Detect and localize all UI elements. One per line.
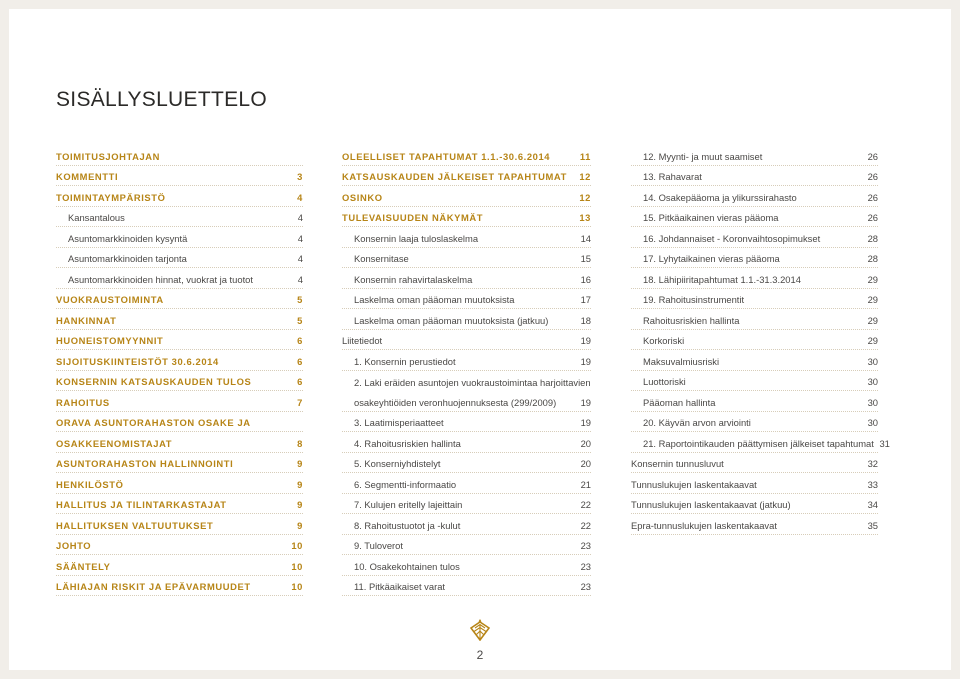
toc-entry[interactable] [56,412,303,433]
toc-entry[interactable] [631,268,878,289]
toc-entry-label: Asuntomarkkinoiden tarjonta [68,253,187,264]
toc-entry-label: 17. Lyhytaikainen vieras pääoma [643,253,780,264]
toc-entry[interactable] [56,391,303,412]
toc-entry[interactable] [631,309,878,330]
toc-entry-page: 19 [580,396,591,408]
toc-entry[interactable] [631,391,878,412]
toc-entry-page: 21 [580,478,591,490]
toc-entry-label: KONSERNIN KATSAUSKAUDEN TULOS [56,376,252,387]
toc-entry-page: 17 [580,294,591,305]
toc-entry-label: 10. Osakekohtainen tulos [354,560,460,572]
toc-entry[interactable] [56,145,303,166]
toc-entry-page: 4 [297,232,303,244]
toc-entry[interactable] [56,350,303,371]
toc-entry[interactable] [56,289,303,310]
pinecone-logo-icon [470,619,490,641]
toc-entry-label: TOIMITUSJOHTAJAN [56,150,161,162]
toc-entry[interactable] [631,453,878,474]
toc-entry[interactable] [342,514,591,535]
toc-entry[interactable] [56,371,303,392]
toc-entry-label: Korkoriski [643,335,685,346]
toc-entry-page: 5 [297,294,303,305]
toc-entry[interactable] [342,576,591,597]
toc-entry-page: 18 [580,314,591,326]
toc-entry-label: RAHOITUS [56,396,110,408]
toc-entry-page: 16 [580,273,591,285]
toc-entry-label: 2. Laki eräiden asuntojen vuokraustoimintaa harjoittavien [354,377,591,388]
toc-entry[interactable] [631,432,890,453]
toc-entry-page: 22 [580,519,591,531]
toc-entry-page: 28 [867,232,878,244]
toc-entry-page: 23 [580,581,591,592]
toc-entry-page: 5 [297,314,303,326]
toc-entry-page: 7 [297,396,303,408]
toc-entry-label: Asuntomarkkinoiden kysyntä [68,232,188,244]
toc-entry[interactable] [631,330,878,351]
toc-entry-page: 12 [579,191,591,203]
toc-entry-page: 8 [297,437,303,449]
toc-entry-label: 3. Laatimisperiaatteet [354,417,444,428]
toc-entry[interactable] [56,186,303,207]
toc-entry-label: Tunnuslukujen laskentakaavat [631,478,757,490]
toc-entry-page [287,162,303,165]
toc-entry-page: 23 [580,560,591,572]
toc-entry[interactable] [631,371,878,392]
toc-entry-page: 9 [297,478,303,490]
toc-entry-page: 12 [579,171,591,182]
toc-entry[interactable] [56,514,303,535]
page-number: 2 [476,648,484,662]
toc-entry-label: 14. Osakepääoma ja ylikurssirahasto [643,191,797,203]
toc-entry-label: 12. Myynti- ja muut saamiset [643,150,763,162]
toc-entry-page: 6 [297,335,303,346]
toc-entry-label: OLEELLISET TAPAHTUMAT 1.1.-30.6.2014 [342,150,551,162]
toc-entry-label: Liitetiedot [342,335,383,346]
toc-entry-label: 9. Tuloverot [354,540,403,551]
toc-entry-page: 4 [297,253,303,264]
toc-entry-label: TULEVAISUUDEN NÄKYMÄT [342,212,484,223]
toc-entry-label: ORAVA ASUNTORAHASTON OSAKE JA [56,417,251,428]
toc-entry-label: HUONEISTOMYYNNIT [56,335,164,346]
toc-entry[interactable] [342,227,591,248]
toc-entry[interactable] [56,535,303,556]
toc-entry-page [591,388,607,391]
toc-entry-label: 20. Käyvän arvon arviointi [643,417,751,428]
toc-entry-page: 26 [867,191,878,203]
toc-column-1 [56,145,303,596]
toc-entry-page: 19 [580,417,591,428]
toc-entry[interactable] [56,473,303,494]
toc-entry-label: Luottoriski [643,376,686,387]
toc-entry[interactable] [631,494,878,515]
toc-entry[interactable] [56,207,303,228]
toc-entry[interactable] [56,227,303,248]
toc-entry[interactable] [631,227,878,248]
toc-entry-label: Tunnuslukujen laskentakaavat (jatkuu) [631,499,791,510]
toc-entry[interactable] [342,432,591,453]
toc-entry-label: ASUNTORAHASTON HALLINNOINTI [56,458,234,469]
toc-entry[interactable] [342,453,591,474]
toc-entry-label: Laskelma oman pääoman muutoksista (jatkuu) [354,314,549,326]
toc-entry-page: 26 [867,212,878,223]
toc-entry-label: KOMMENTTI [56,171,119,182]
toc-entry-page: 19 [580,355,591,367]
toc-entry-page: 10 [291,581,303,592]
toc-entry[interactable] [342,289,591,310]
toc-entry-page: 32 [867,458,878,469]
page-title: SISÄLLYSLUETTELO [56,88,267,111]
toc-entry-page: 20 [580,458,591,469]
toc-entry[interactable] [631,207,878,228]
toc-entry-label: 6. Segmentti-informaatio [354,478,457,490]
toc-entry-page: 9 [297,519,303,531]
toc-entry[interactable] [342,555,591,576]
toc-entry-page [287,428,303,431]
toc-entry-page: 19 [580,335,591,346]
toc-entry[interactable] [56,248,303,269]
toc-entry-page: 10 [291,540,303,551]
toc-entry-label: SÄÄNTELY [56,560,111,572]
toc-entry-label: SIJOITUSKIINTEISTÖT 30.6.2014 [56,355,219,367]
toc-entry-label: 15. Pitkäaikainen vieras pääoma [643,212,779,223]
toc-entry[interactable] [342,186,591,207]
toc-entry[interactable] [631,350,878,371]
toc-entry-label: LÄHIAJAN RISKIT JA EPÄVARMUUDET [56,581,251,592]
toc-entry-label: 19. Rahoitusinstrumentit [643,294,745,305]
toc-entry[interactable] [342,268,591,289]
toc-entry-label: Maksuvalmiusriski [643,355,720,367]
toc-entry-page: 29 [867,314,878,326]
toc-entry[interactable] [631,289,878,310]
toc-entry-label: 11. Pitkäaikaiset varat [354,581,446,592]
toc-entry-page: 29 [867,335,878,346]
toc-entry[interactable] [342,412,591,433]
toc-entry[interactable] [342,350,591,371]
toc-entry[interactable] [342,330,591,351]
toc-entry-label: Rahoitusriskien hallinta [643,314,740,326]
toc-entry[interactable] [342,166,591,187]
toc-entry[interactable] [342,248,591,269]
toc-entry-page: 23 [580,540,591,551]
toc-entry-label: Konsernin laaja tuloslaskelma [354,232,479,244]
toc-entry-label: 7. Kulujen eritelly lajeittain [354,499,463,510]
toc-entry[interactable] [631,412,878,433]
toc-entry-page: 4 [297,212,303,223]
toc-entry-label: Pääoman hallinta [643,396,716,408]
toc-entry[interactable] [56,576,303,597]
toc-entry-page: 30 [867,417,878,428]
toc-entry-page: 9 [297,458,303,469]
toc-entry[interactable] [342,309,591,330]
toc-entry[interactable] [56,494,303,515]
toc-entry-label: 5. Konserniyhdistelyt [354,458,441,469]
toc-entry-page: 30 [867,396,878,408]
toc-entry[interactable] [342,391,591,412]
toc-entry[interactable] [631,166,878,187]
toc-entry-page: 4 [297,191,303,203]
toc-entry-label: 1. Konsernin perustiedot [354,355,456,367]
toc-entry-page: 20 [580,437,591,449]
toc-entry[interactable] [56,330,303,351]
toc-entry-page: 26 [867,150,878,162]
toc-column-2 [342,145,591,596]
toc-entry-label: 13. Rahavarat [643,171,702,182]
toc-entry-page: 4 [297,273,303,285]
toc-entry[interactable] [631,248,878,269]
toc-entry[interactable] [56,453,303,474]
toc-entry[interactable] [631,514,878,535]
toc-entry-page: 33 [867,478,878,490]
toc-entry-page: 11 [579,150,591,162]
toc-entry-label: 18. Lähipiiritapahtumat 1.1.-31.3.2014 [643,273,801,285]
toc-entry-label: Konsernin rahavirtalaskelma [354,273,473,285]
toc-entry[interactable] [342,145,591,166]
toc-entry[interactable] [56,555,303,576]
toc-entry[interactable] [56,309,303,330]
toc-entry-label: OSAKKEENOMISTAJAT [56,437,173,449]
toc-entry[interactable] [631,145,878,166]
toc-entry-label: Konsernin tunnusluvut [631,458,724,469]
toc-entry-page: 30 [867,376,878,387]
toc-entry[interactable] [631,473,878,494]
toc-entry-page: 3 [297,171,303,182]
toc-entry[interactable] [56,166,303,187]
toc-entry-label: osakeyhtiöiden veronhuojennuksesta (299/2009) [354,396,557,408]
toc-entry-page: 28 [867,253,878,264]
toc-entry-label: HANKINNAT [56,314,117,326]
toc-entry-label: 16. Johdannaiset - Koronvaihtosopimukset [643,232,821,244]
toc-column-3 [631,145,890,535]
toc-entry[interactable] [56,432,303,453]
toc-entry-label: KATSAUSKAUDEN JÄLKEISET TAPAHTUMAT [342,171,567,182]
toc-entry-label: 21. Raportointikauden päättymisen jälkeiset tapahtumat [643,437,874,449]
toc-entry[interactable] [342,371,591,392]
toc-entry-label: Laskelma oman pääoman muutoksista [354,294,515,305]
toc-entry-page: 13 [579,212,591,223]
toc-entry-page: 30 [867,355,878,367]
toc-entry-page: 29 [867,294,878,305]
toc-entry-label: OSINKO [342,191,383,203]
toc-entry[interactable] [342,207,591,228]
toc-entry-page: 15 [580,253,591,264]
toc-entry[interactable] [342,535,591,556]
toc-entry-label: TOIMINTAYMPÄRISTÖ [56,191,166,203]
toc-entry-page: 9 [297,499,303,510]
toc-entry[interactable] [631,186,878,207]
toc-entry-label: HENKILÖSTÖ [56,478,124,490]
toc-entry-page: 29 [867,273,878,285]
toc-entry-page: 6 [297,376,303,387]
toc-entry-label: Epra-tunnuslukujen laskentakaavat [631,519,777,531]
toc-entry-label: 8. Rahoitustuotot ja -kulut [354,519,461,531]
toc-entry-label: Asuntomarkkinoiden hinnat, vuokrat ja tuotot [68,273,254,285]
toc-entry-page: 26 [867,171,878,182]
toc-entry-page: 31 [879,437,890,449]
toc-entry-label: Konsernitase [354,253,409,264]
toc-entry-label: HALLITUKSEN VALTUUTUKSET [56,519,214,531]
toc-entry-label: VUOKRAUSTOIMINTA [56,294,164,305]
toc-entry[interactable] [56,268,303,289]
toc-entry-label: HALLITUS JA TILINTARKASTAJAT [56,499,227,510]
toc-entry[interactable] [342,494,591,515]
toc-entry-label: 4. Rahoitusriskien hallinta [354,437,461,449]
toc-entry-page: 6 [297,355,303,367]
toc-entry-page: 35 [867,519,878,531]
toc-entry-page: 34 [867,499,878,510]
toc-entry-label: JOHTO [56,540,92,551]
toc-entry-page: 14 [580,232,591,244]
toc-entry[interactable] [342,473,591,494]
toc-entry-page: 10 [291,560,303,572]
toc-entry-label: Kansantalous [68,212,125,223]
toc-entry-page: 22 [580,499,591,510]
